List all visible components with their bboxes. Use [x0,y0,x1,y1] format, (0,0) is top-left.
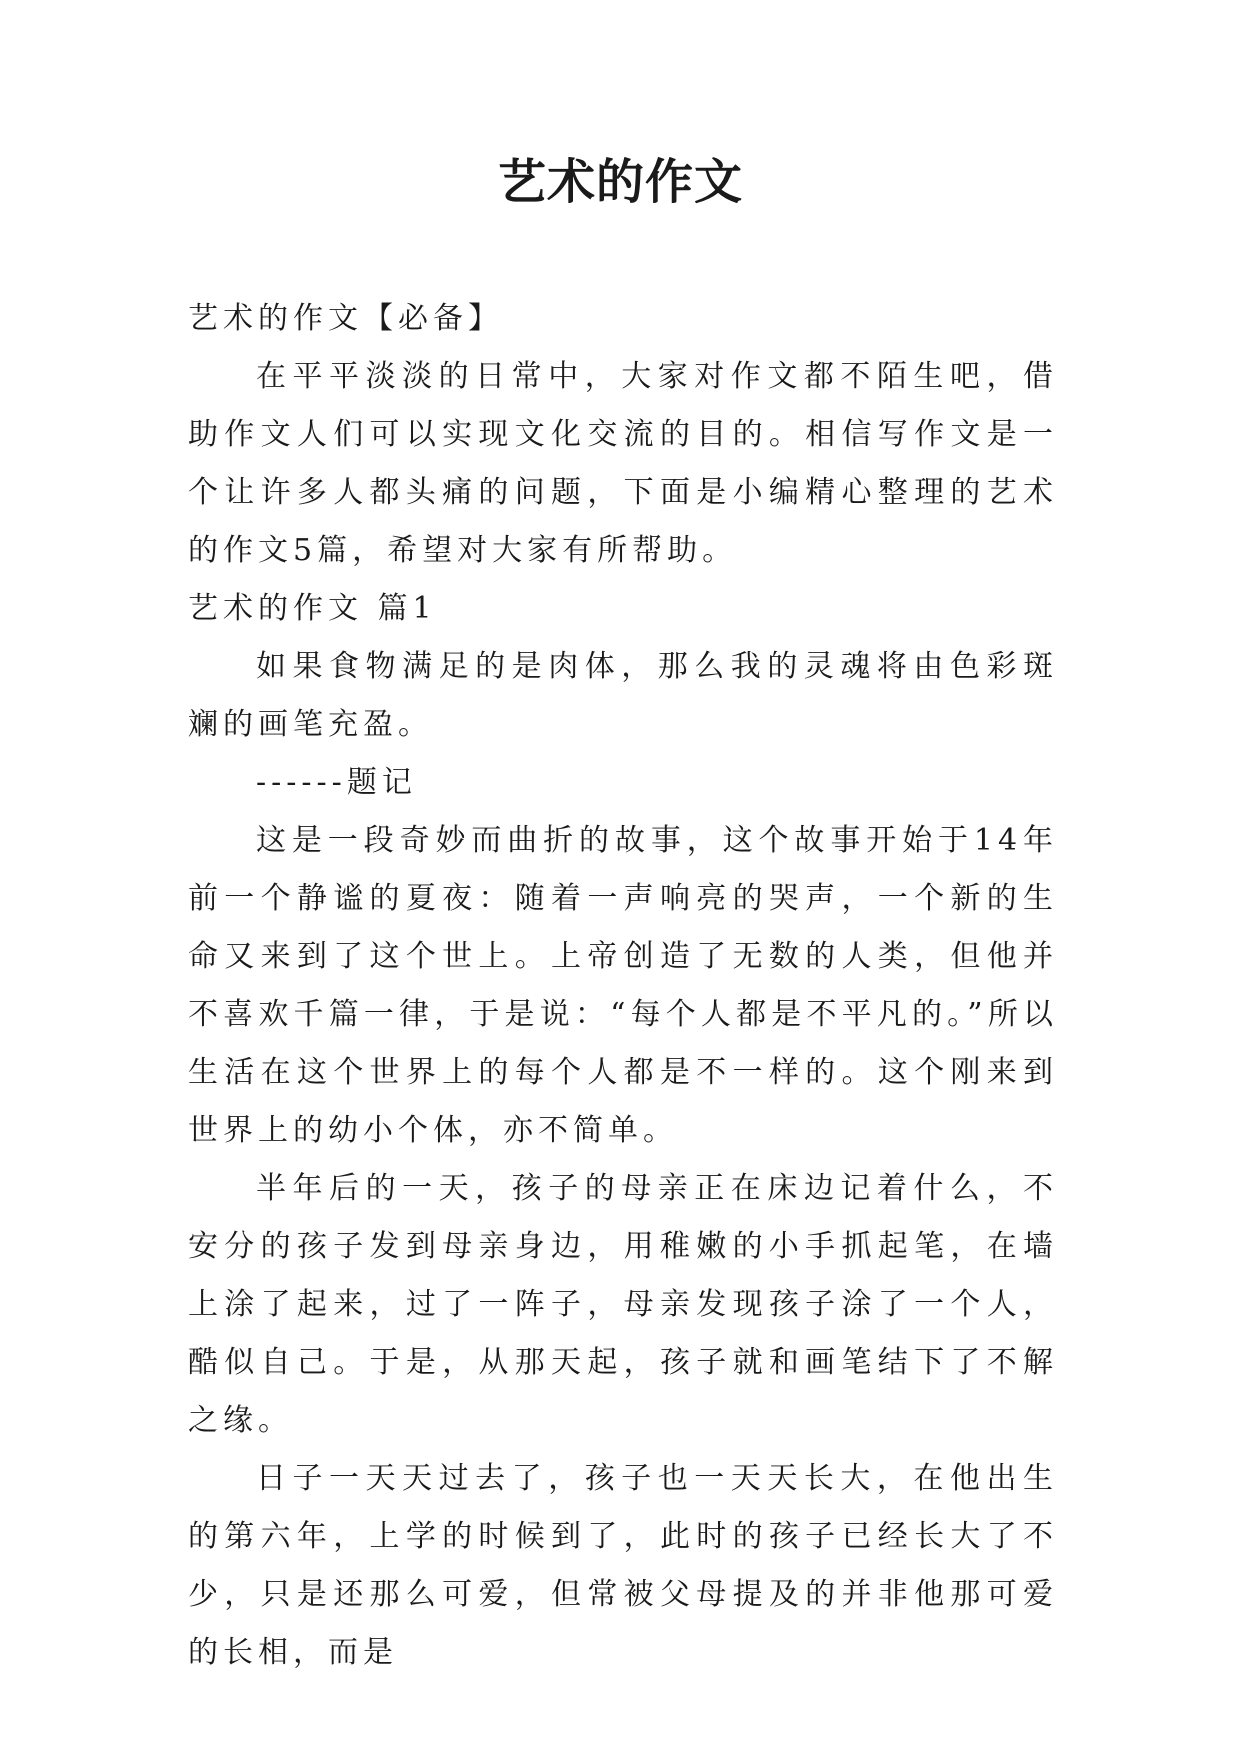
body-paragraph: 半年后的一天，孩子的母亲正在床边记着什么，不安分的孩子发到母亲身边，用稚嫩的小手抓起笔，在墙上涂了起来，过了一阵子，母亲发现孩子涂了一个人，酷似自己。于是，从那天起，孩子就和画笔结下了不解之缘。 [188,1171,1058,1438]
epigraph-paragraph: 如果食物满足的是肉体，那么我的灵魂将由色彩斑斓的画笔充盈。 [188,649,1058,742]
body-paragraph: 这是一段奇妙而曲折的故事，这个故事开始于14年前一个静谧的夏夜：随着一声响亮的哭声，一个新的生命又来到了这个世上。上帝创造了无数的人类，但他并不喜欢千篇一律，于是说：“每个人都是不平凡的。”所以生活在这个世界上的每个人都是不一样的。这个刚来到世界上的幼小个体，亦不简单。 [188,823,1058,1148]
epigraph-attribution: ------题记 [256,765,417,800]
document-title: 艺术的作文 [497,154,743,210]
intro-paragraph: 在平平淡淡的日常中，大家对作文都不陌生吧，借助作文人们可以实现文化交流的目的。相信写作文是一个让许多人都头痛的问题，下面是小编精心整理的艺术的作文5篇，希望对大家有所帮助。 [188,359,1058,568]
section-heading: 艺术的作文【必备】 [188,301,503,336]
body-paragraph: 日子一天天过去了，孩子也一天天长大，在他出生的第六年，上学的时候到了，此时的孩子已经长大了不少，只是还那么可爱，但常被父母提及的并非他那可爱的长相，而是 [188,1461,1058,1670]
essay-heading: 艺术的作文 篇1 [188,591,437,626]
document-body [188,290,1058,1682]
